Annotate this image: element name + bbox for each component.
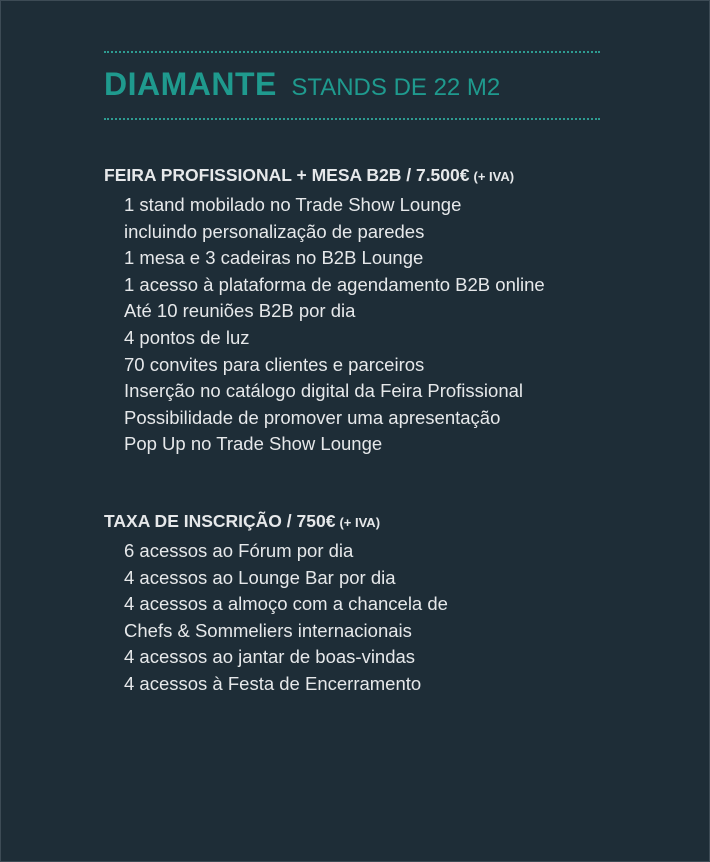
list-item: 4 acessos ao jantar de boas-vindas [124, 646, 416, 668]
list-item: 4 pontos de luz [124, 326, 250, 348]
section-title-text: FEIRA PROFISSIONAL + MESA B2B / 7.500€ [104, 165, 470, 185]
list-item: Chefs & Sommeliers internacionais [124, 619, 412, 641]
package-title: DIAMANTE [104, 66, 277, 102]
list-item: Inserção no catálogo digital da Feira Profissional [124, 380, 524, 402]
list-item: 4 acessos ao Lounge Bar por dia [124, 566, 396, 588]
section-feira-profissional [104, 164, 664, 458]
list-item: 1 stand mobilado no Trade Show Lounge [124, 194, 462, 215]
section-taxa-inscricao [104, 510, 664, 698]
list-item: incluindo personalização de paredes [124, 220, 425, 242]
tax-note: (+ IVA) [473, 169, 515, 184]
list-item: 6 acessos ao Fórum por dia [124, 540, 354, 561]
list-item: 1 acesso à plataforma de agendamento B2B online [124, 273, 545, 295]
bottom-dotted-divider [104, 118, 600, 120]
section-title [104, 164, 664, 188]
package-subtitle: STANDS DE 22 M2 [291, 74, 501, 101]
list-item: 1 mesa e 3 cadeiras no B2B Lounge [124, 247, 424, 269]
list-item: 70 convites para clientes e parceiros [124, 353, 425, 375]
list-item: Possibilidade de promover uma apresentação [124, 406, 501, 428]
page-heading [104, 66, 500, 103]
list-item: Até 10 reuniões B2B por dia [124, 300, 356, 322]
tax-note: (+ IVA) [339, 515, 381, 530]
section-title-text: TAXA DE INSCRIÇÃO / 750€ [104, 511, 336, 531]
benefit-list [104, 192, 664, 458]
list-item: 4 acessos a almoço com a chancela de [124, 593, 448, 615]
list-item: 4 acessos à Festa de Encerramento [124, 672, 422, 694]
benefit-list [104, 538, 664, 698]
list-item: Pop Up no Trade Show Lounge [124, 433, 383, 455]
top-dotted-divider [104, 51, 600, 53]
section-title [104, 510, 664, 534]
